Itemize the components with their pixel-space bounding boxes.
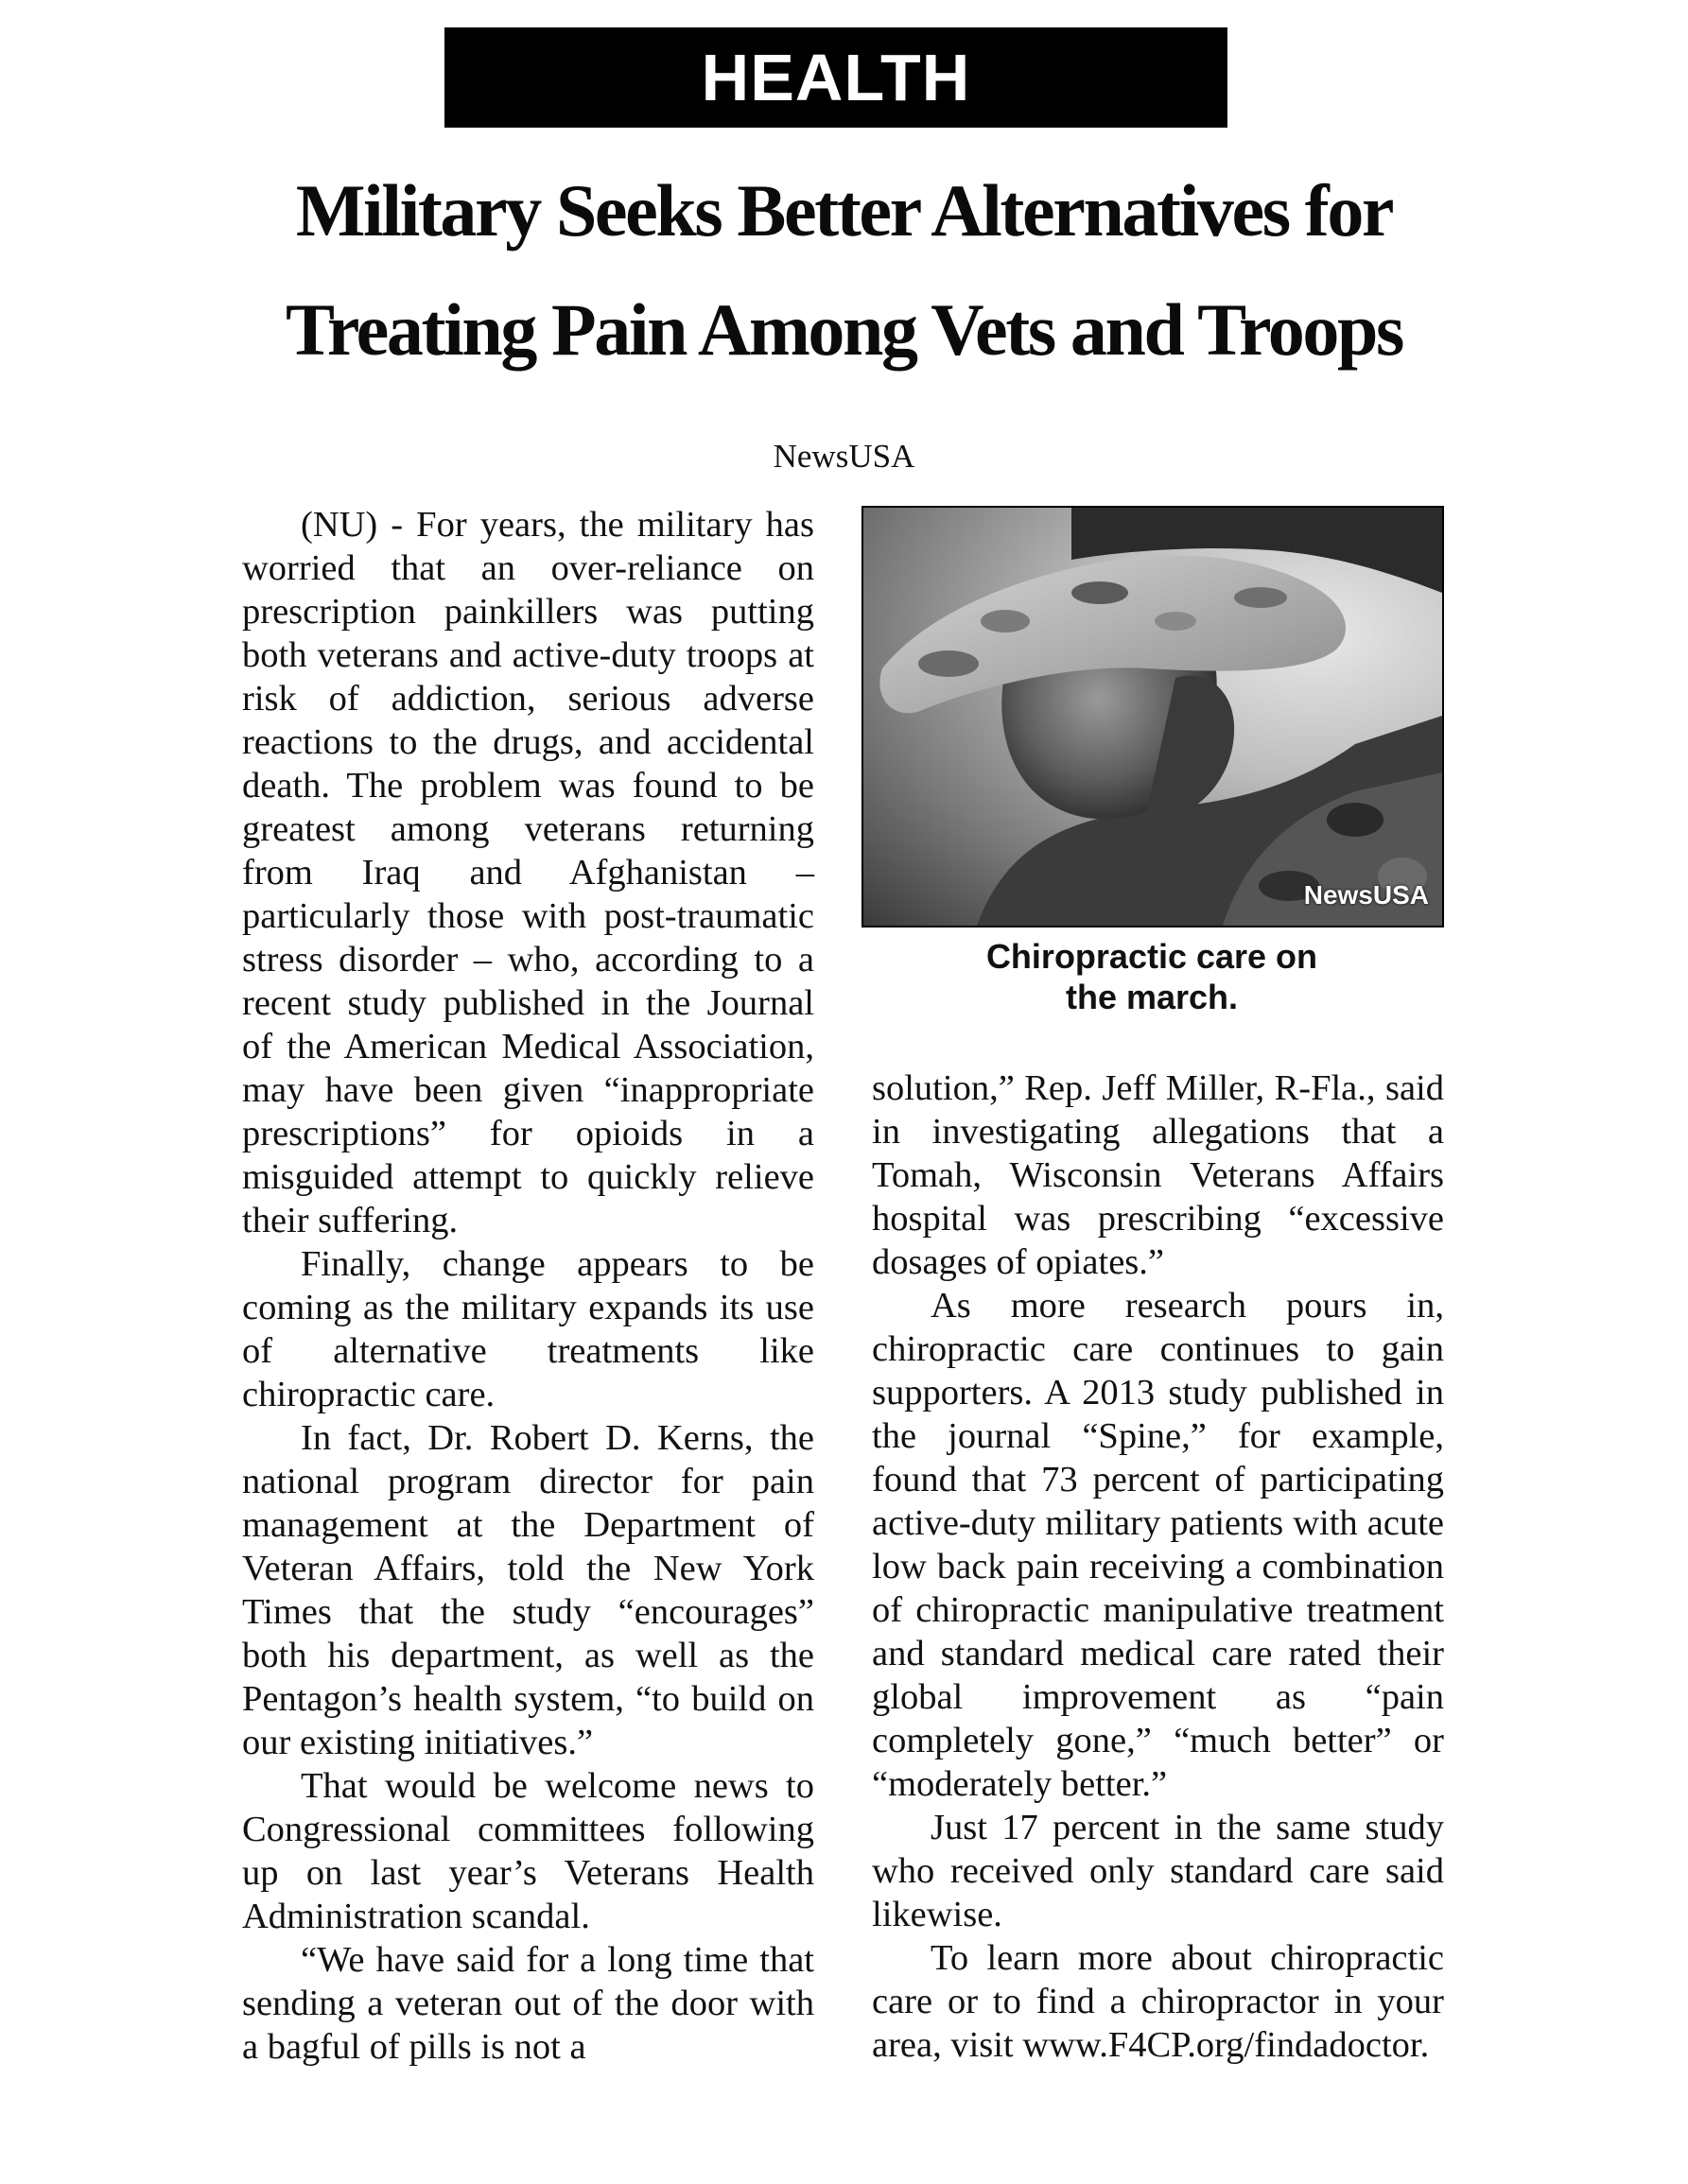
soldier-photo-illustration <box>863 508 1442 926</box>
photo-credit: NewsUSA <box>1303 880 1429 910</box>
headline-line-1: Military Seeks Better Alternatives for <box>295 169 1393 251</box>
paragraph: “We have said for a long time that sending a veteran out of the door with a bagful of pills is not a <box>242 1940 814 2067</box>
paragraph: To learn more about chiropractic care or to find a chiropractor in your area, visit www.F4CP.org/findadoctor. <box>872 1938 1444 2065</box>
article-column-right <box>872 1066 1444 2067</box>
paragraph: solution,” Rep. Jeff Miller, R-Fla., said in investigating allegations that a Tomah, Wisconsin Veterans Affairs hospital was prescribing “excessive dosages of opiates.” <box>872 1068 1444 1282</box>
byline: NewsUSA <box>773 438 915 475</box>
paragraph: Just 17 percent in the same study who received only standard care said likewise. <box>872 1808 1444 1934</box>
photo-caption <box>861 936 1442 1017</box>
caption-line-2: the march. <box>1065 978 1239 1016</box>
article-column-left <box>242 503 814 2069</box>
caption-line-1: Chiropractic care on <box>985 937 1318 976</box>
section-banner: HEALTH <box>444 27 1227 128</box>
paragraph: As more research pours in, chiropractic care continues to gain supporters. A 2013 study published in the journal “Spine,” for example, found that 73 percent of participating active-duty military patients with acute low back pain receiving a combination of chiropractic manipulative treatment and standard medical care rated their global improvement as “pain completely gone,” “much better” or “moderately better.” <box>872 1286 1444 1804</box>
headline <box>189 151 1499 390</box>
paragraph: Finally, change appears to be coming as the military expands its use of alternative treatments like chiropractic care. <box>242 1244 814 1414</box>
article-photo <box>861 506 1444 927</box>
paragraph: That would be welcome news to Congressional committees following up on last year’s Veterans Health Administration scandal. <box>242 1766 814 1936</box>
paragraph: In fact, Dr. Robert D. Kerns, the national program director for pain management at the Department of Veteran Affairs, told the New York Times that the study “encourages” both his department, as well as the Pentagon’s health system, “to build on our existing initiatives.” <box>242 1418 814 1762</box>
headline-line-2: Treating Pain Among Vets and Troops <box>286 288 1402 371</box>
paragraph: (NU) - For years, the military has worried that an over-reliance on prescription painkillers was putting both veterans and active-duty troops at risk of addiction, serious adverse reactions to the drugs, and accidental death. The problem was found to be greatest among veterans returning from Iraq and Afghanistan – particularly those with post-traumatic stress disorder – who, according to a recent study published in the Journal of the American Medical Association, may have been given “inappropriate prescriptions” for opioids in a misguided attempt to quickly relieve their suffering. <box>242 505 814 1240</box>
